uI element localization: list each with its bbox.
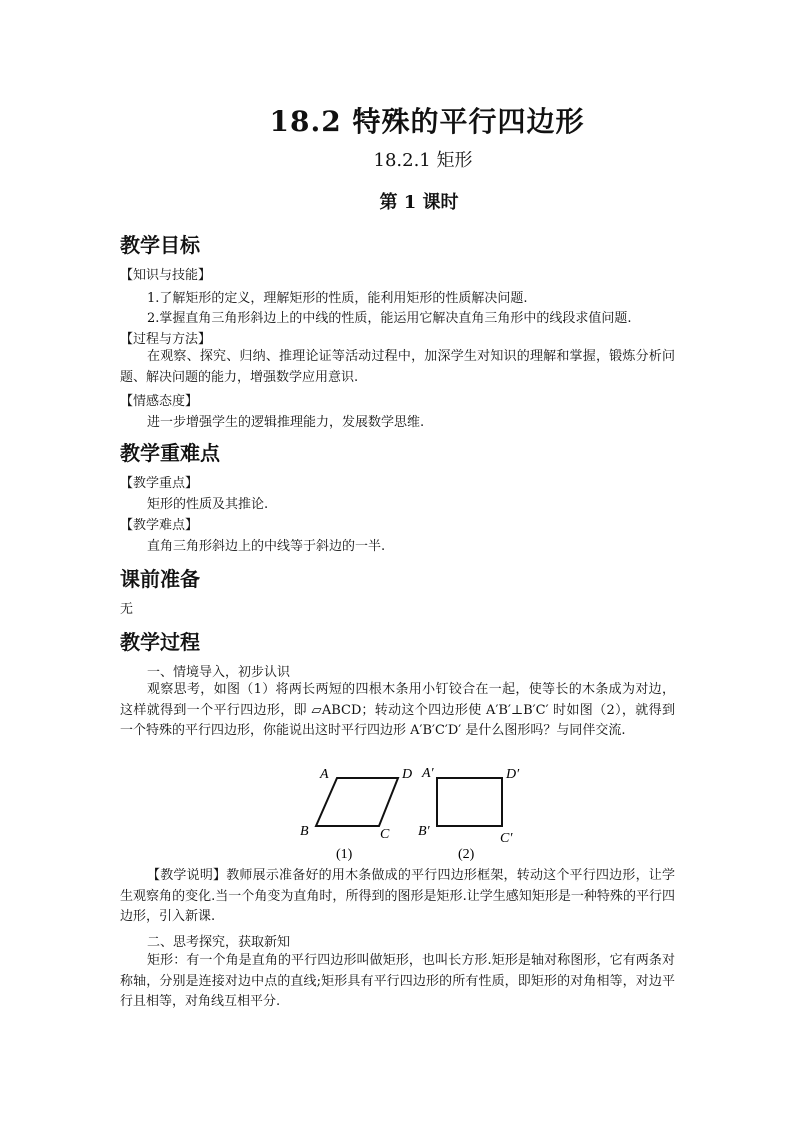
step2-title: 二、思考探究，获取新知 [147, 935, 291, 950]
fig1-label-b: B [300, 824, 309, 839]
page-title: 18.2 特殊的平行四边形 [269, 105, 585, 138]
rectangle-shape [437, 778, 502, 826]
process-text: 在观察、探究、归纳、推理论证等活动过程中，加深学生对知识的理解和掌握，锻炼分析问题、解决问题的能力，增强数学应用意识. [120, 349, 675, 385]
fig2-label-a: A′ [422, 766, 434, 781]
fig2-label-b: B′ [418, 824, 430, 839]
figure-caption-2: (2) [458, 847, 475, 862]
preparation-heading: 课前准备 [120, 567, 200, 591]
figure-caption-1: (1) [336, 847, 353, 862]
teaching-note: 【教学说明】教师展示准备好的用木条做成的平行四边形框架，转动这个平行四边形，让学生观察角的变化.当一个角变为直角时，所得到的图形是矩形.让学生感知矩形是一种特殊的平行四边形，引入新课. [120, 868, 675, 924]
attitude-tag: 【情感态度】 [120, 394, 199, 409]
difficulty-text: 直角三角形斜边上的中线等于斜边的一半. [147, 539, 386, 554]
section-subtitle: 18.2.1 矩形 [373, 150, 473, 171]
step1-text: 观察思考，如图（1）将两长两短的四根木条用小钉铰合在一起，使等长的木条成为对边，这样就得到一个平行四边形，即 ▱ABCD；转动这个四边形使 A′B′⊥B′C′ 时如图（2），就得到一个特殊的平行四边形，你能说出这时平行四边形 A′B′C′D′ 是什么图形吗？与同伴交流. [120, 682, 675, 738]
knowledge-item-1: 1.了解矩形的定义，理解矩形的性质，能利用矩形的性质解决问题. [147, 291, 528, 306]
focus-text: 矩形的性质及其推论. [147, 497, 269, 512]
fig2-label-d: D′ [506, 767, 520, 782]
process-tag: 【过程与方法】 [120, 332, 212, 347]
fig2-label-c: C′ [500, 831, 513, 846]
parallelogram-shape [316, 778, 398, 826]
focus-tag: 【教学重点】 [120, 476, 199, 491]
key-points-heading: 教学重难点 [120, 441, 220, 465]
parallelogram-rectangle-figure [290, 760, 530, 865]
lesson-label: 第 1 课时 [379, 192, 459, 213]
fig1-label-c: C [380, 827, 390, 842]
objectives-heading: 教学目标 [120, 233, 200, 257]
knowledge-item-2: 2.掌握直角三角形斜边上的中线的性质，能运用它解决直角三角形中的线段求值问题. [147, 311, 632, 326]
fig1-label-d: D [402, 767, 413, 782]
step1-title: 一、情境导入，初步认识 [147, 665, 291, 680]
process-heading: 教学过程 [120, 630, 200, 654]
knowledge-tag: 【知识与技能】 [120, 268, 212, 283]
step2-text: 矩形：有一个角是直角的平行四边形叫做矩形，也叫长方形.矩形是轴对称图形，它有两条对称轴，分别是连接对边中点的直线;矩形具有平行四边形的所有性质，即矩形的对角相等，对边平行且相等，对角线互相平分. [120, 953, 675, 1009]
preparation-text: 无 [120, 602, 134, 617]
difficulty-tag: 【教学难点】 [120, 518, 199, 533]
fig1-label-a: A [320, 767, 329, 782]
attitude-text: 进一步增强学生的逻辑推理能力，发展数学思维. [147, 415, 425, 430]
